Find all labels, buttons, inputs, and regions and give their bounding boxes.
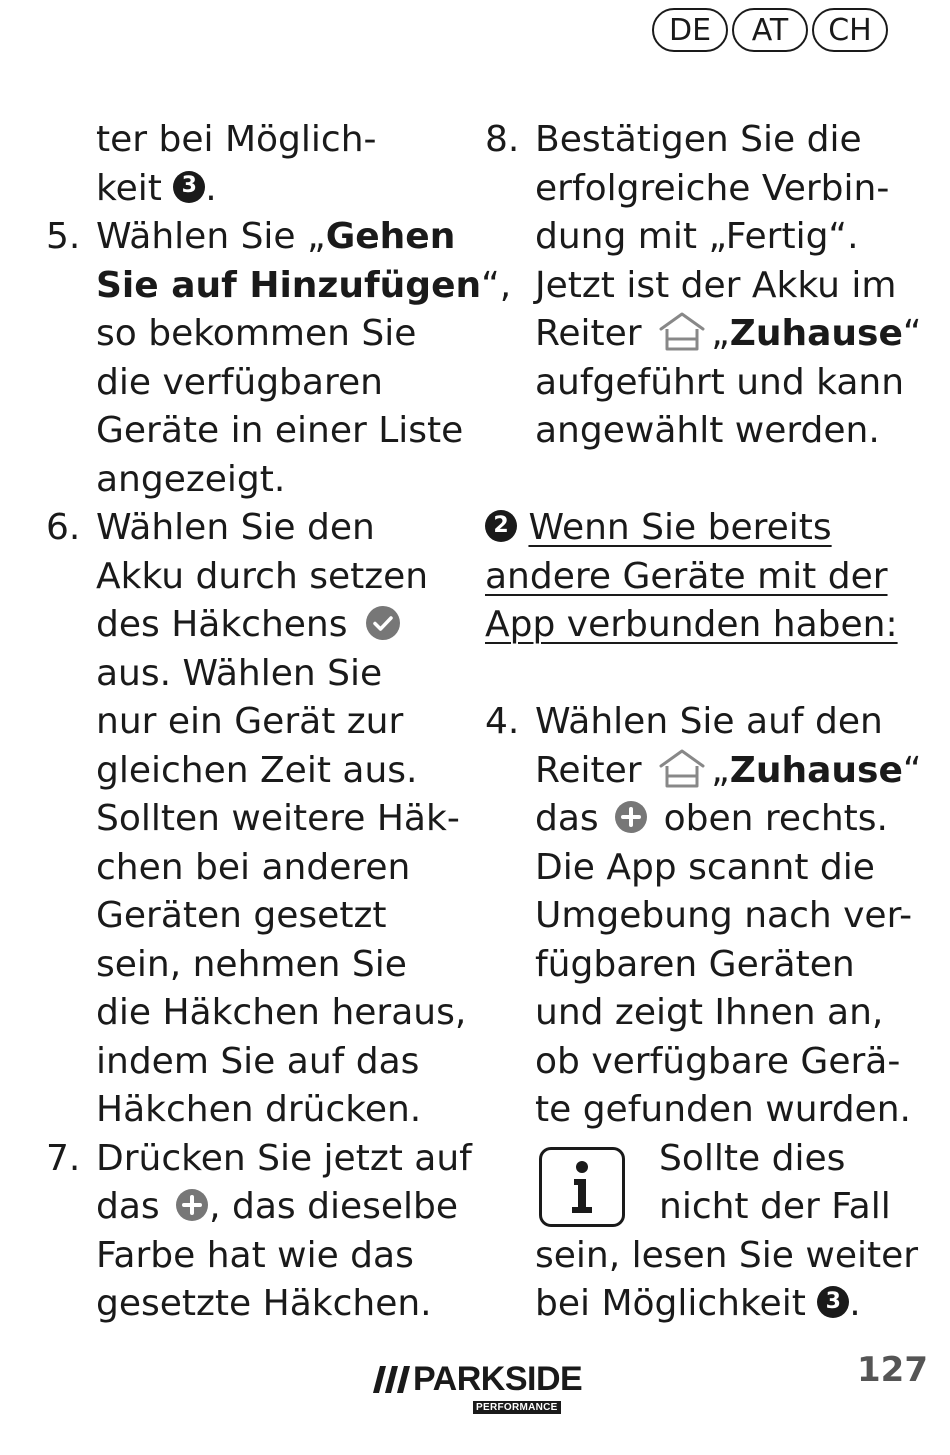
info-icon [539, 1147, 625, 1227]
step-5 [46, 213, 512, 504]
info-text [659, 1135, 891, 1232]
country-badge-ch: CH [812, 8, 888, 52]
brand-name: PARKSIDE [413, 1360, 583, 1398]
step-text: das [535, 798, 599, 839]
step-line: Wählen Sie den [96, 507, 375, 548]
step-6 [46, 504, 467, 1135]
country-badges [652, 8, 888, 52]
step-line: chen bei anderen [96, 846, 411, 888]
checkmark-circle-icon [365, 605, 401, 641]
step-line: dung mit „Fertig“. [535, 216, 859, 257]
step-text: bei Möglichkeit [535, 1283, 806, 1324]
step-line: Akku durch setzen [96, 555, 429, 597]
step-8 [485, 116, 922, 456]
step-bold-text: Zuhause [729, 313, 903, 354]
step-number: 6. [46, 507, 81, 548]
step-7 [46, 1135, 472, 1329]
intro-end: . [205, 167, 217, 209]
home-icon [657, 309, 707, 353]
info-line: nicht der Fall [659, 1186, 891, 1227]
step-text: des Häkchens [96, 604, 348, 645]
step-line: Geräten gesetzt [96, 895, 387, 936]
step-line [96, 601, 456, 650]
step-line: so bekommen Sie [96, 313, 417, 354]
step-text: , das dieselbe [209, 1186, 459, 1227]
step-bold-text: Gehen [325, 216, 456, 257]
step-line: Umgebung nach ver- [535, 895, 913, 936]
option-3-ref-icon: 3 [817, 1286, 849, 1318]
step-line: gleichen Zeit aus. [96, 749, 418, 791]
step-number: 5. [46, 216, 81, 257]
parkside-logo [367, 1360, 587, 1416]
page-number: 127 [857, 1350, 928, 1390]
step-line: angewählt werden. [535, 410, 880, 451]
plus-circle-icon [614, 800, 648, 834]
right-column [485, 116, 922, 1329]
step-line: Drücken Sie jetzt auf [96, 1137, 472, 1179]
step-text: Wählen Sie „ [96, 216, 326, 257]
heading-line: andere Geräte mit der [485, 555, 888, 597]
step-text: oben rechts. [663, 798, 888, 839]
step-text: „ [711, 313, 730, 354]
step-line: die Häkchen heraus, [96, 992, 467, 1033]
step-line: Jetzt ist der Akku im [535, 264, 897, 306]
spacer [485, 456, 905, 505]
step-line: und zeigt Ihnen an, [535, 992, 884, 1033]
section-2-number-icon: 2 [485, 510, 517, 542]
heading-line [485, 504, 905, 553]
step-line: Farbe hat wie das [96, 1234, 414, 1276]
step-line [96, 1183, 459, 1232]
step-line [535, 310, 922, 359]
step-text: “, [481, 264, 512, 306]
step-line: indem Sie auf das [96, 1040, 420, 1082]
step-text: Reiter [535, 749, 642, 791]
step-line: sein, lesen Sie weiter [535, 1234, 919, 1276]
step-line: sein, nehmen Sie [96, 943, 407, 985]
step-line: fügbaren Geräten [535, 943, 855, 985]
step-number: 7. [46, 1137, 81, 1179]
option-3-ref-icon: 3 [173, 171, 205, 203]
step-line: Wählen Sie auf den [535, 701, 883, 742]
intro-line: ter bei Möglich- [96, 119, 377, 160]
country-badge-at: AT [732, 8, 808, 52]
step-text: . [849, 1283, 861, 1324]
step-line: Die App scannt die [535, 846, 875, 888]
step-line: Geräte in einer Liste [96, 410, 464, 451]
info-line: Sollte dies [659, 1137, 846, 1179]
left-column [46, 116, 512, 1329]
step-text: “ [902, 313, 922, 354]
section-2-heading [485, 504, 905, 650]
sub-brand: PERFORMANCE [473, 1401, 561, 1414]
step-line [96, 213, 456, 262]
step-text: „ [711, 749, 730, 791]
step-line: ob verfügbare Gerä- [535, 1040, 901, 1082]
step-bold-text: Zuhause [729, 749, 903, 791]
home-icon [657, 746, 707, 790]
country-badge-de: DE [652, 8, 728, 52]
intro-continuation [46, 116, 456, 213]
heading-text: Wenn Sie bereits [528, 507, 832, 548]
step-line: die verfügbaren [96, 361, 383, 403]
intro-text: keit [96, 167, 162, 209]
plus-circle-icon [175, 1188, 209, 1222]
step-text: “ [902, 749, 922, 791]
step-4 [485, 698, 922, 1329]
step-text: das [96, 1186, 160, 1227]
info-glyph-icon [562, 1157, 602, 1217]
step-line: gesetzte Häkchen. [96, 1283, 432, 1324]
step-text: Reiter [535, 313, 642, 354]
step-line: aus. Wählen Sie [96, 652, 383, 694]
step-line: Bestätigen Sie die [535, 119, 862, 160]
step-line [535, 747, 922, 796]
step-number: 4. [485, 701, 520, 742]
intro-line [96, 165, 456, 214]
step-line: Häkchen drücken. [96, 1089, 422, 1130]
step-line [535, 1280, 905, 1329]
step-line: te gefunden wurden. [535, 1089, 911, 1130]
step-line: erfolgreiche Verbin- [535, 167, 890, 209]
info-note [535, 1135, 905, 1232]
step-bold-text: Sie auf Hinzufügen [96, 264, 482, 306]
step-line: nur ein Gerät zur [96, 701, 404, 742]
step-number: 8. [485, 119, 520, 160]
step-line: angezeigt. [96, 458, 286, 500]
step-line: aufgeführt und kann [535, 361, 905, 403]
spacer [485, 650, 905, 699]
step-line [96, 262, 512, 311]
heading-line: App verbunden haben: [485, 604, 898, 645]
step-line: Sollten weitere Häk- [96, 798, 460, 839]
step-line [535, 795, 905, 844]
